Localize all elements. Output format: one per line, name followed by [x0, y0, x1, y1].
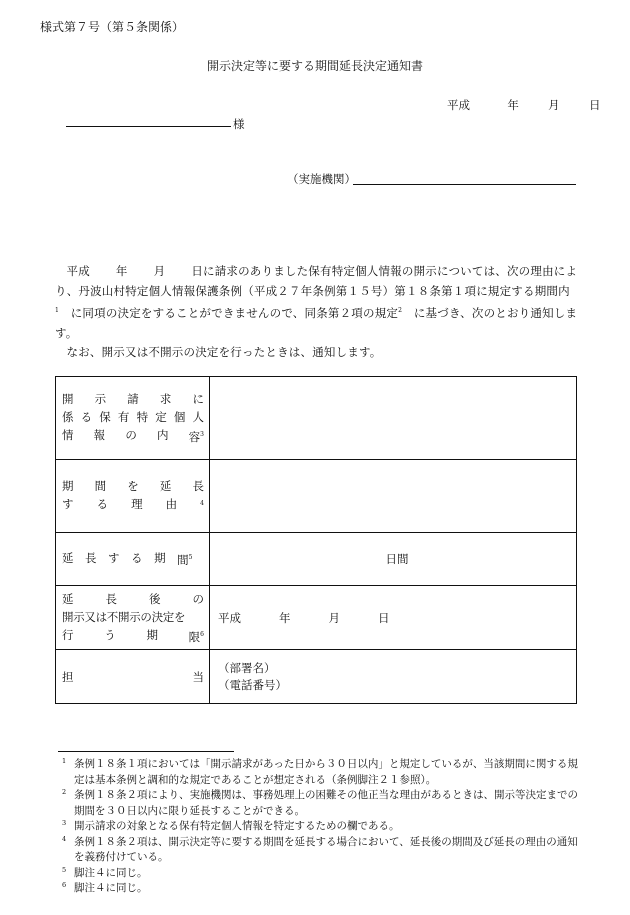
value-contact[interactable] — [210, 650, 577, 704]
value-request-content[interactable] — [210, 377, 577, 460]
footnote: 1 条例１８条１項においては「開示請求があった日から３０日以内」と規定しているが、当該期間に関する規定は基本条例と調和的な規定であることが想定される（条例脚注２１参照）。 — [62, 757, 578, 786]
value-extension-reason[interactable] — [210, 460, 577, 533]
contact-phone: （電話番号） — [218, 677, 287, 692]
footnote-separator — [58, 751, 234, 752]
label-request-content: 開 示 請 求 に 係 る 保 有 特 定 個 人 情 報 の 内 容$^3$ — [56, 377, 210, 460]
notice-detail-table — [55, 376, 577, 704]
footnote: 3 開示請求の対象となる保有特定個人情報を特定するための欄である。 — [62, 819, 400, 832]
agency-blank-line[interactable] — [353, 184, 576, 185]
row-deadline — [56, 586, 577, 650]
footnote: 6 脚注４に同じ。 — [62, 881, 148, 894]
document-title: 開示決定等に要する期間延長決定通知書 — [206, 59, 423, 73]
row-extension-period — [56, 533, 577, 586]
notice-body — [55, 262, 579, 363]
form-number: 様式第７号（第５条関係） — [40, 20, 185, 34]
notice-paragraph-2: なお、開示又は不開示の決定を行ったときは、通知します。 — [66, 345, 382, 359]
contact-department: （部署名） — [218, 660, 276, 675]
notice-paragraph-1: 平成 年 月 日に請求のありました保有特定個人情報の開示については、次の理由により、丹波山村特定個人情報保護条例（平成２７年条例第１５号）第１８条第１項に規定する期間内 $^1$ に同項の決定をすることができませんので、同条第２項の規定$^2$ に基づき、次のとおり通知します。 — [55, 264, 578, 340]
label-deadline: 延 長 後 の 開示又は不開示の決定を 行 う 期 限$^6$ — [56, 586, 210, 650]
addressee-suffix: 様 — [233, 117, 245, 131]
label-extension-reason: 期 間 を 延 長 す る 理 由 $^4$ — [56, 460, 210, 533]
footnote: 5 脚注４に同じ。 — [62, 865, 148, 879]
issue-date-day: 日 — [588, 98, 601, 112]
agency-label: （実施機関） — [287, 172, 356, 186]
label-extension-period: 延 長 す る 期 間$^5$ — [56, 533, 210, 586]
issue-date — [447, 97, 600, 113]
row-request-content — [56, 377, 577, 460]
value-extension-period[interactable]: 日間 — [210, 533, 577, 586]
footnote: 2 条例１８条２項により、実施機関は、事務処理上の困難その他正当な理由があるときは、開示等決定までの期間を３０日以内に限り延長することができる。 — [62, 788, 578, 817]
label-contact: 担 当 — [56, 650, 210, 704]
row-contact — [56, 650, 577, 704]
value-deadline[interactable]: 平成 年 月 日 — [210, 586, 577, 650]
footnote: 4 条例１８条２項は、開示決定等に要する期間を延長する場合において、延長後の期間及び延長の理由の通知を義務付けている。 — [62, 834, 578, 863]
issue-date-month: 月 — [548, 98, 560, 112]
footnotes — [62, 757, 580, 897]
issue-date-year: 年 — [507, 98, 519, 112]
issue-date-era: 平成 — [447, 98, 470, 112]
row-extension-reason — [56, 460, 577, 533]
addressee-blank-line[interactable] — [66, 126, 231, 127]
